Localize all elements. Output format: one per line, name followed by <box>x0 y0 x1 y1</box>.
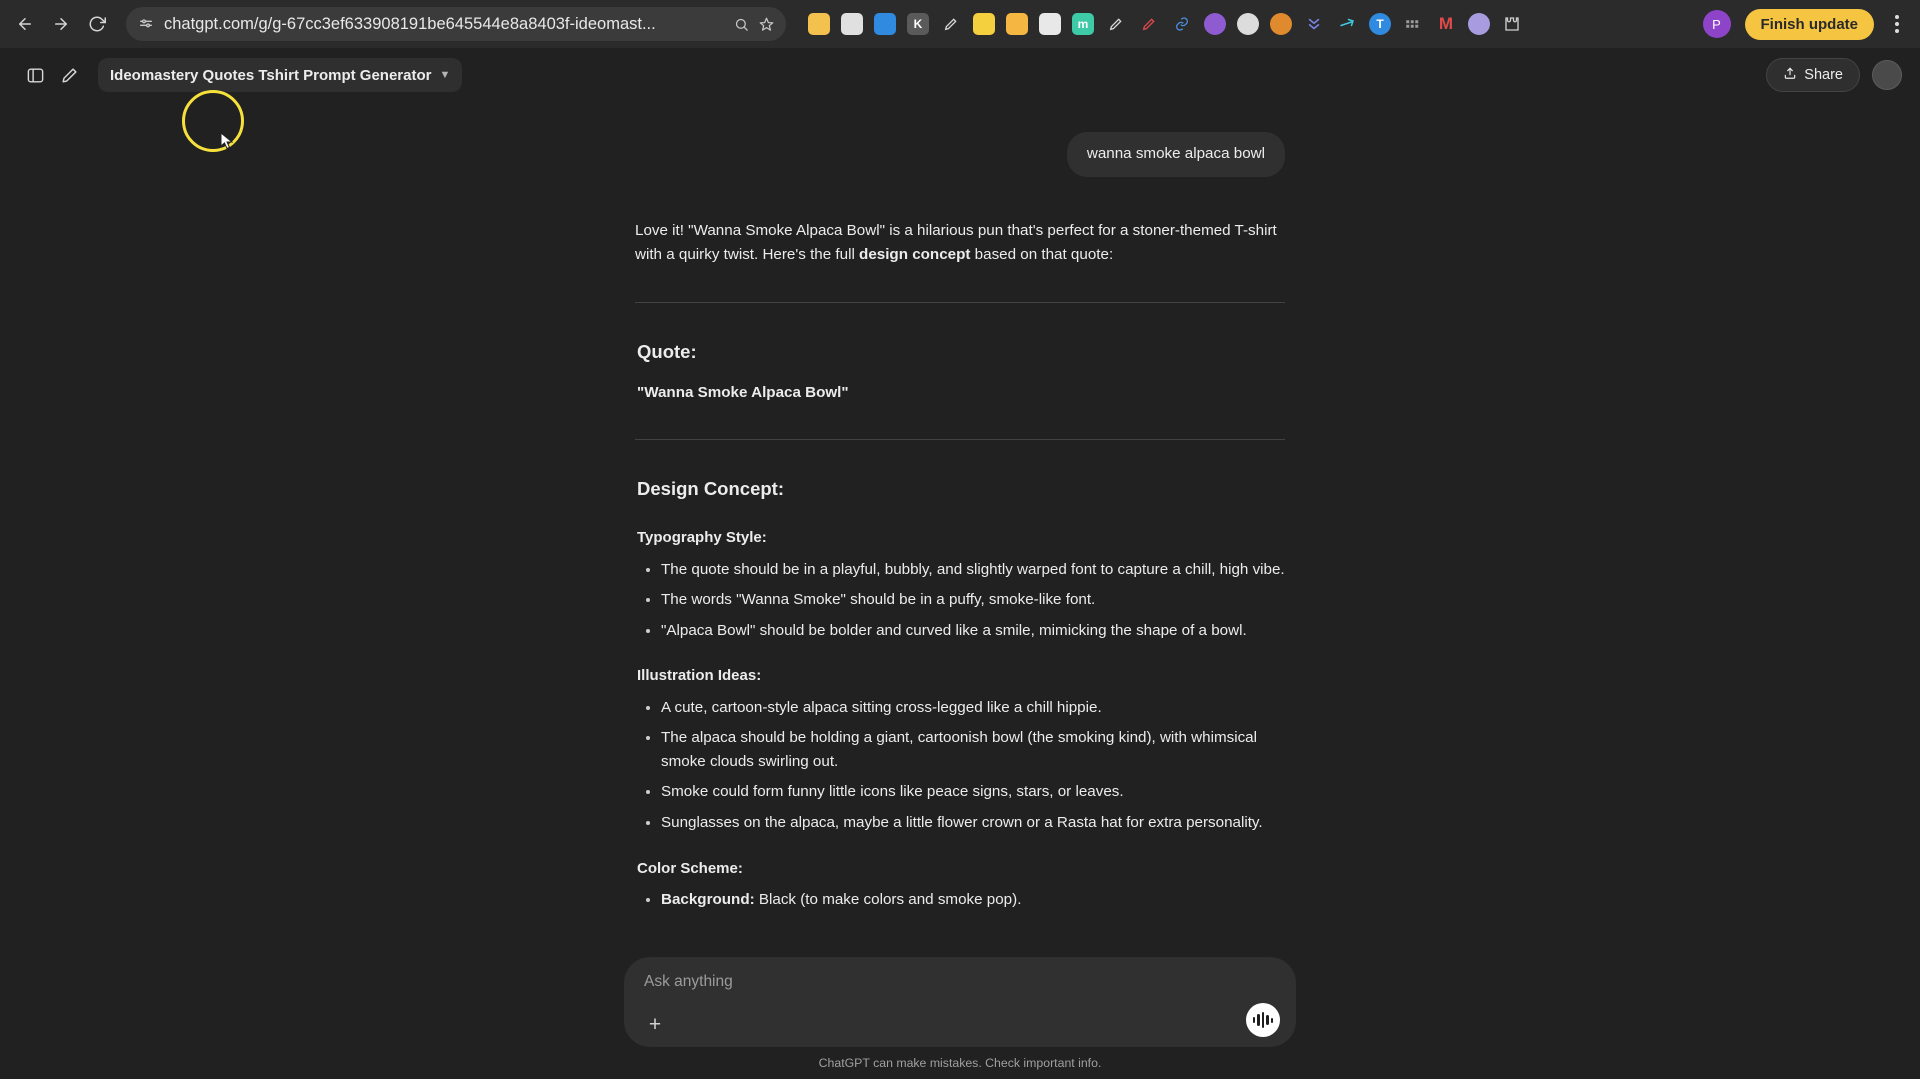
assistant-intro-paragraph <box>635 219 1285 268</box>
chevron-down-icon[interactable]: ▼ <box>439 69 451 81</box>
composer[interactable] <box>624 957 1296 1047</box>
new-chat-icon[interactable] <box>52 58 86 92</box>
ext-blue-t-icon[interactable]: T <box>1369 13 1391 35</box>
intro-text-2: based on that quote: <box>970 246 1114 264</box>
ext-tiger-icon[interactable] <box>1270 13 1292 35</box>
list-item: • Smoke could form funny little icons like peace signs, stars, or leaves. <box>661 780 1285 804</box>
list-item: • Sunglasses on the alpaca, maybe a little flower crown or a Rasta hat for extra personality. <box>661 811 1285 835</box>
conversation-area <box>0 102 1920 1079</box>
message-thread <box>635 102 1285 911</box>
color-item-text: Black (to make colors and smoke pop). <box>754 890 1022 908</box>
reload-icon[interactable] <box>82 9 112 39</box>
intro-bold-text: design concept <box>859 246 971 264</box>
ext-yellow-square-icon[interactable] <box>1006 13 1028 35</box>
voice-mode-button[interactable] <box>1246 1003 1280 1037</box>
back-arrow-icon[interactable] <box>10 9 40 39</box>
search-icon[interactable] <box>734 17 749 32</box>
ext-red-pen-icon[interactable] <box>1138 13 1160 35</box>
ext-gmail-icon[interactable]: M <box>1438 14 1454 33</box>
illustration-heading: Illustration Ideas: <box>637 667 762 685</box>
ext-teal-arrow-icon[interactable] <box>1336 13 1358 35</box>
ext-purple-circle-icon[interactable] <box>1204 13 1226 35</box>
user-message-row <box>635 132 1285 177</box>
extensions-tray <box>808 13 1697 35</box>
illustration-list <box>635 696 1285 835</box>
color-scheme-list <box>635 888 1285 912</box>
ext-yellow-flash-icon[interactable] <box>973 13 995 35</box>
divider <box>635 302 1285 303</box>
divider <box>635 439 1285 440</box>
ext-link-icon[interactable] <box>1171 13 1193 35</box>
share-icon <box>1783 66 1797 84</box>
browser-profile-avatar[interactable]: P <box>1703 10 1731 38</box>
list-item: • The words "Wanna Smoke" should be in a puffy, smoke-like font. <box>661 588 1285 612</box>
composer-placeholder[interactable]: Ask anything <box>644 973 733 990</box>
ext-mint-m-icon[interactable]: m <box>1072 13 1094 35</box>
ext-blue-app-icon[interactable] <box>874 13 896 35</box>
assistant-message <box>635 219 1285 912</box>
voice-waveform-icon <box>1253 1012 1274 1028</box>
site-settings-icon[interactable] <box>138 16 154 32</box>
composer-area <box>0 931 1920 1079</box>
ext-white-circle-icon[interactable] <box>1237 13 1259 35</box>
ext-pen-icon[interactable] <box>940 13 962 35</box>
gpt-name-label: Ideomastery Quotes Tshirt Prompt Generator <box>110 66 432 84</box>
finish-update-button[interactable]: Finish update <box>1745 9 1875 40</box>
composer-controls <box>642 1011 1278 1037</box>
forward-arrow-icon[interactable] <box>46 9 76 39</box>
chat-header <box>0 48 1920 102</box>
ext-grid-icon[interactable] <box>1402 13 1424 35</box>
browser-toolbar <box>0 0 1920 48</box>
typography-heading: Typography Style: <box>637 529 767 547</box>
star-icon[interactable] <box>759 17 774 32</box>
quote-heading: Quote: <box>637 340 697 362</box>
disclaimer-text: ChatGPT can make mistakes. Check important info. <box>818 1056 1102 1070</box>
typography-list <box>635 558 1285 643</box>
gpt-selector[interactable] <box>98 58 462 92</box>
sidebar-toggle-icon[interactable] <box>18 58 52 92</box>
ext-play-store-icon[interactable] <box>1039 13 1061 35</box>
kebab-menu-icon[interactable] <box>1884 9 1910 39</box>
ext-puzzle-icon[interactable] <box>1501 13 1523 35</box>
ext-pencil-icon[interactable] <box>1105 13 1127 35</box>
quote-text: "Wanna Smoke Alpaca Bowl" <box>637 383 849 401</box>
account-avatar[interactable] <box>1872 60 1902 90</box>
list-item <box>661 888 1285 912</box>
list-item: • The quote should be in a playful, bubbly, and slightly warped font to capture a chill, high vibe. <box>661 558 1285 582</box>
list-item: • A cute, cartoon-style alpaca sitting cross-legged like a chill hippie. <box>661 696 1285 720</box>
share-button[interactable] <box>1766 58 1860 92</box>
address-bar[interactable] <box>126 7 786 41</box>
ext-chevrons-icon[interactable] <box>1303 13 1325 35</box>
share-label: Share <box>1804 67 1843 83</box>
address-bar-url[interactable]: chatgpt.com/g/g-67cc3ef633908191be645544e8a8403f-ideomast... <box>164 14 656 33</box>
color-item-label: Background: <box>661 890 755 908</box>
intro-text-1: Love it! "Wanna Smoke Alpaca Bowl" is a hilarious pun that's perfect for a stoner-themed T-shirt with a quirky twist. Here's the full <box>635 221 1277 264</box>
user-message-bubble: wanna smoke alpaca bowl <box>1067 132 1285 177</box>
ext-pastel-icon[interactable] <box>1468 13 1490 35</box>
attach-plus-icon[interactable]: + <box>648 1012 662 1036</box>
list-item: • "Alpaca Bowl" should be bolder and curved like a smile, mimicking the shape of a bowl. <box>661 619 1285 643</box>
design-concept-heading: Design Concept: <box>637 478 784 500</box>
ext-pocket-icon[interactable] <box>808 13 830 35</box>
ext-grey-k-icon[interactable]: K <box>907 13 929 35</box>
list-item: • The alpaca should be holding a giant, cartoonish bowl (the smoking kind), with whimsical smoke clouds swirling out. <box>661 726 1285 773</box>
ext-notebook-icon[interactable] <box>841 13 863 35</box>
color-scheme-heading: Color Scheme: <box>637 859 743 877</box>
